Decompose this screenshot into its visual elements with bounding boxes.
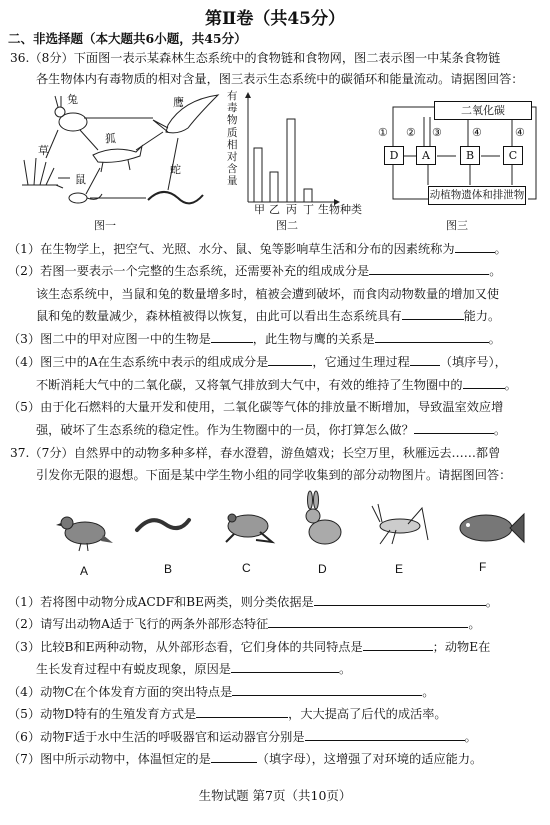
label-mouse: 鼠 bbox=[75, 173, 86, 186]
node-co2: 二氧化碳 bbox=[434, 101, 532, 120]
answer-blank[interactable] bbox=[455, 240, 495, 253]
grasshopper-icon bbox=[370, 500, 434, 550]
q36-2: （2）若图一要表示一个完整的生态系统，还需要补充的组成成分是 。 bbox=[8, 264, 502, 278]
tick-jia: 甲 bbox=[254, 203, 265, 216]
animal-label-a: A bbox=[80, 564, 89, 578]
label-rabbit: 兔 bbox=[67, 93, 78, 106]
answer-blank[interactable] bbox=[402, 307, 464, 320]
section-title: 二、非选择题（本大题共6小题，共45分） bbox=[8, 31, 247, 46]
label-eagle: 鹰 bbox=[173, 96, 184, 109]
rabbit-icon bbox=[297, 490, 347, 550]
q36-5-line2: 强，破坏了生态系统的稳定性。作为生物圈中的一员，你打算怎么做？ 。 bbox=[36, 423, 506, 437]
answer-blank[interactable] bbox=[211, 750, 257, 763]
mark-4a: ④ bbox=[472, 126, 482, 139]
node-a: A bbox=[416, 146, 436, 165]
tick-ding: 丁 bbox=[303, 203, 314, 216]
q36-intro-line2: 各生物体内有毒物质的相对含量，图三表示生态系统中的碳循环和能量流动。请据图回答： bbox=[36, 72, 524, 86]
animal-label-e: E bbox=[395, 562, 404, 576]
answer-blank[interactable] bbox=[414, 421, 494, 434]
mark-3: ③ bbox=[432, 126, 442, 139]
pigeon-icon bbox=[55, 505, 115, 555]
label-fox: 狐 bbox=[105, 132, 116, 145]
q37-5: （5）动物D特有的生殖发育方式是 ，大大提高了后代的成活率。 bbox=[8, 707, 447, 721]
animal-label-f: F bbox=[479, 560, 487, 574]
eagle-icon bbox=[153, 95, 218, 133]
snake-icon bbox=[148, 192, 203, 203]
mark-2: ② bbox=[406, 126, 416, 139]
bar-jia bbox=[254, 148, 262, 202]
label-snake: 蛇 bbox=[170, 163, 181, 176]
label-grass: 草 bbox=[38, 144, 49, 157]
q37-3-line2: 生长发育过程中有蜕皮现象，原因是 。 bbox=[36, 662, 352, 676]
answer-blank[interactable] bbox=[305, 728, 465, 741]
answer-blank[interactable] bbox=[410, 353, 440, 366]
chart-xlabel: 生物种类 bbox=[318, 203, 362, 216]
q37-6: （6）动物F适于水中生活的呼吸器官和运动器官分别是 。 bbox=[8, 730, 477, 744]
part-title: 第Ⅱ卷（共45分） bbox=[205, 9, 345, 29]
figure-1-caption: 图一 bbox=[94, 219, 116, 232]
q36-1: （1）在生物学上，把空气、光照、水分、鼠、兔等影响草生活和分布的因素统称为 。 bbox=[8, 242, 507, 256]
q36-intro-line1: 36.（8分）下面图一表示某森林生态系统中的食物链和食物网，图二表示图一中某条食物链 bbox=[10, 51, 501, 65]
q37-3: （3）比较B和E两种动物，从外部形态看，它们身体的共同特点是 ；动物E在 bbox=[8, 640, 491, 654]
food-web-drawing bbox=[18, 90, 228, 220]
answer-blank[interactable] bbox=[375, 330, 489, 343]
q36-2-line3: 鼠和兔的数量减少，森林植被得以恢复，由此可以看出生态系统具有 能力。 bbox=[36, 309, 501, 323]
q37-7: （7）图中所示动物中，体温恒定的是 （填字母），这增强了对环境的适应能力。 bbox=[8, 752, 483, 766]
answer-blank[interactable] bbox=[211, 330, 253, 343]
animal-label-c: C bbox=[242, 561, 251, 575]
grass-icon bbox=[22, 158, 58, 185]
tick-yi: 乙 bbox=[269, 203, 280, 216]
mark-1: ① bbox=[378, 126, 388, 139]
answer-blank[interactable] bbox=[314, 593, 486, 606]
q36-2-line2: 该生态系统中，当鼠和兔的数量增多时，植被会遭到破坏，而食肉动物数量的增加又使 bbox=[36, 287, 500, 301]
tick-bing: 丙 bbox=[286, 203, 297, 216]
q36-3: （3）图二中的甲对应图一中的生物是 ，此生物与鹰的关系是 。 bbox=[8, 332, 501, 346]
chart-ylabel: 有毒物质相对含量 bbox=[227, 90, 238, 188]
bar-yi bbox=[270, 172, 278, 202]
q37-intro-line1: 37.（7分）自然界中的动物多种多样，春水澄碧，游鱼嬉戏；长空万里，秋雁远去……都曾 bbox=[10, 446, 501, 460]
animal-label-d: D bbox=[318, 562, 327, 576]
figure-2-caption: 图二 bbox=[276, 219, 298, 232]
answer-blank[interactable] bbox=[196, 705, 288, 718]
answer-blank[interactable] bbox=[369, 262, 489, 275]
animal-label-b: B bbox=[164, 562, 173, 576]
page-footer: 生物试题 第7页（共10页） bbox=[198, 788, 352, 803]
q36-4-line2: 不断消耗大气中的二氧化碳，又将氧气排放到大气中，有效的维持了生物圈中的 。 bbox=[36, 378, 517, 392]
q37-2: （2）请写出动物A适于飞行的两条外部形态特征 。 bbox=[8, 617, 481, 631]
answer-blank[interactable] bbox=[232, 683, 422, 696]
toxin-bar-chart bbox=[240, 92, 340, 212]
answer-blank[interactable] bbox=[463, 376, 505, 389]
answer-blank[interactable] bbox=[363, 638, 433, 651]
answer-blank[interactable] bbox=[268, 615, 468, 628]
mark-4b: ④ bbox=[515, 126, 525, 139]
node-remains: 动植物遗体和排泄物 bbox=[428, 186, 526, 205]
node-b: B bbox=[460, 146, 480, 165]
answer-blank[interactable] bbox=[231, 660, 339, 673]
node-d: D bbox=[384, 146, 404, 165]
answer-blank[interactable] bbox=[268, 353, 312, 366]
q37-1: （1）若将图中动物分成ACDF和BE两类，则分类依据是 。 bbox=[8, 595, 498, 609]
earthworm-icon bbox=[133, 510, 193, 540]
fox-icon bbox=[93, 146, 142, 172]
bar-bing bbox=[287, 119, 295, 202]
frog-icon bbox=[216, 502, 276, 547]
q37-4: （4）动物C在个体发育方面的突出特点是 。 bbox=[8, 685, 435, 699]
q37-intro-line2: 引发你无限的遐想。下面是某中学生物小组的同学收集到的部分动物图片。请据图回答： bbox=[36, 468, 512, 482]
figure-3-caption: 图三 bbox=[446, 219, 468, 232]
q36-5: （5）由于化石燃料的大量开发和使用，二氧化碳等气体的排放量不断增加，导致温室效应增 bbox=[8, 400, 504, 414]
q36-4: （4）图三中的A在生态系统中表示的组成成分是 ，它通过生理过程 （填序号）， bbox=[8, 355, 507, 369]
fish-icon bbox=[452, 508, 526, 552]
node-c: C bbox=[503, 146, 523, 165]
